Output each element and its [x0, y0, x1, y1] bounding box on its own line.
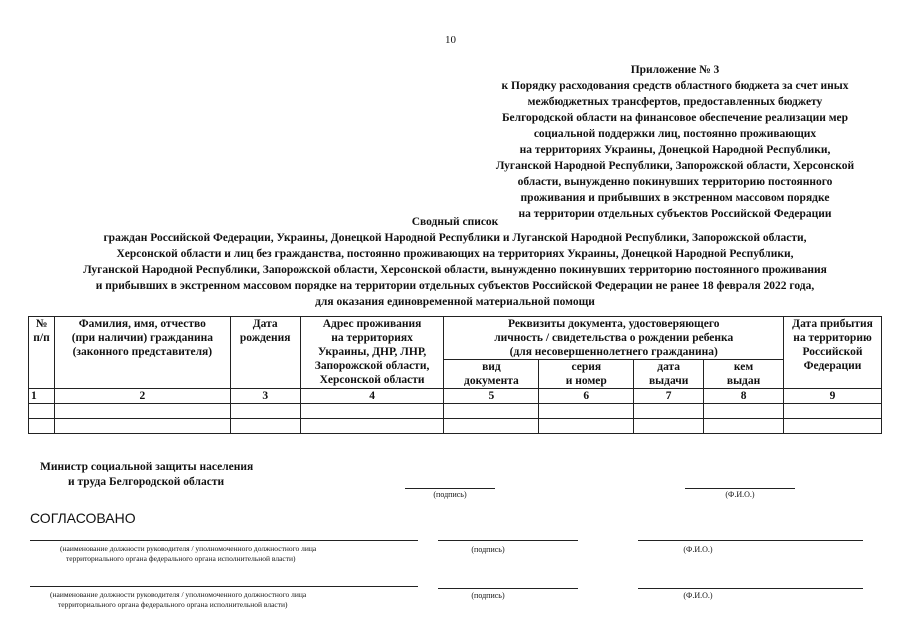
table-cell — [634, 404, 704, 419]
agreed-position-line — [30, 586, 418, 587]
list-title-line: Луганской Народной Республики, Запорожской области, Херсонской области, вынужденно покинувших территорию постоянного проживания — [83, 264, 827, 276]
header-arrival-date: Дата прибытия на территорию Российской Федерации — [784, 317, 882, 389]
list-title-line: и прибывших в экстренном массовом порядке на территории отдельных субъектов Российской Федерации не ранее 18 февраля 2022 года, — [95, 280, 815, 292]
header-num: № п/п — [29, 317, 55, 389]
col-number: 5 — [444, 389, 539, 404]
minister-line-1: Министр социальной защиты населения — [40, 461, 254, 473]
header-doc-type: вид документа — [444, 360, 539, 389]
agreed-position-line — [30, 540, 418, 541]
table-cell — [539, 404, 634, 419]
col-number: 3 — [230, 389, 300, 404]
list-title — [20, 214, 890, 310]
table-cell — [29, 419, 55, 434]
appendix-line: Луганской Народной Республики, Запорожской области, Херсонской — [495, 160, 855, 172]
table-cell — [444, 404, 539, 419]
table-cell — [29, 404, 55, 419]
table-cell — [784, 419, 882, 434]
agreed-position-caption — [60, 544, 316, 564]
col-number: 2 — [54, 389, 230, 404]
header-doc-issuer: кем выдан — [704, 360, 784, 389]
list-heading: Сводный список — [411, 216, 499, 228]
table-header-row — [29, 317, 882, 360]
appendix-line: области, вынужденно покинувших территорию постоянного — [517, 176, 833, 188]
table-row — [29, 419, 882, 434]
agreed-fio-caption: (Ф.И.О.) — [683, 545, 713, 554]
minister-signature-line — [405, 488, 495, 489]
col-number: 8 — [704, 389, 784, 404]
agreed-position-caption — [50, 590, 306, 610]
col-number: 1 — [29, 389, 55, 404]
list-title-line: для оказания единовременной материальной помощи — [315, 296, 595, 308]
header-name: Фамилия, имя, отчество (при наличии) гражданина (законного представителя) — [54, 317, 230, 389]
agreed-position-caption-line: территориального органа федерального органа исполнительной власти) — [66, 554, 296, 563]
table-cell — [444, 419, 539, 434]
header-birth: Дата рождения — [230, 317, 300, 389]
table-cell — [784, 404, 882, 419]
appendix-line: на территориях Украины, Донецкой Народной Республики, — [519, 144, 831, 156]
agreed-signature-caption: (подпись) — [471, 591, 505, 600]
table-cell — [539, 419, 634, 434]
minister-signature-caption: (подпись) — [433, 490, 467, 499]
page-number: 10 — [445, 34, 456, 46]
table-cell — [300, 404, 444, 419]
appendix-title: Приложение № 3 — [630, 64, 720, 76]
agreed-position-caption-line: территориального органа федерального органа исполнительной власти) — [58, 600, 288, 609]
agreed-position-caption-line: (наименование должности руководителя / уполномоченного должностного лица — [50, 590, 307, 599]
agreed-position-caption-line: (наименование должности руководителя / уполномоченного должностного лица — [60, 544, 317, 553]
minister-fio-caption: (Ф.И.О.) — [725, 490, 755, 499]
appendix-header — [465, 62, 885, 222]
col-number: 7 — [634, 389, 704, 404]
col-number: 9 — [784, 389, 882, 404]
table-cell — [54, 404, 230, 419]
table-cell — [300, 419, 444, 434]
agreed-signature-line — [438, 540, 578, 541]
table-cell — [704, 404, 784, 419]
appendix-line: на территории отдельных субъектов Российской Федерации — [518, 208, 832, 220]
header-address: Адрес проживания на территориях Украины, ДНР, ЛНР, Запорожской области, Херсонской области — [300, 317, 444, 389]
table-cell — [54, 419, 230, 434]
header-document-group: Реквизиты документа, удостоверяющего личность / свидетельства о рождении ребенка (для несовершеннолетнего гражданина) — [444, 317, 784, 360]
minister-fio-line — [685, 488, 795, 489]
col-number: 4 — [300, 389, 444, 404]
col-number: 6 — [539, 389, 634, 404]
appendix-line: к Порядку расходования средств областного бюджета за счет иных — [501, 80, 849, 92]
agreed-fio-line — [638, 588, 863, 589]
appendix-line: проживания и прибывших в экстренном массовом порядке — [520, 192, 830, 204]
table-cell — [230, 404, 300, 419]
header-doc-series: серия и номер — [539, 360, 634, 389]
appendix-line: Белгородской области на финансовое обеспечение реализации мер — [501, 112, 849, 124]
appendix-line: социальной поддержки лиц, постоянно проживающих — [533, 128, 817, 140]
agreed-signature-line — [438, 588, 578, 589]
agreed-label: СОГЛАСОВАНО — [30, 510, 136, 526]
table-row — [29, 404, 882, 419]
agreed-fio-caption: (Ф.И.О.) — [683, 591, 713, 600]
column-number-row — [29, 389, 882, 404]
minister-title — [40, 460, 253, 490]
list-title-line: Херсонской области и лиц без гражданства, постоянно проживающих на территориях Украины, Донецкой Народной Республики, — [116, 248, 794, 260]
agreed-signature-caption: (подпись) — [471, 545, 505, 554]
table-cell — [230, 419, 300, 434]
minister-line-2: и труда Белгородской области — [68, 476, 225, 488]
appendix-line: межбюджетных трансфертов, предоставленных бюджету — [527, 96, 823, 108]
table-cell — [634, 419, 704, 434]
table-cell — [704, 419, 784, 434]
list-title-line: граждан Российской Федерации, Украины, Донецкой Народной Республики и Луганской Народной Республики, Запорожской области, — [103, 232, 807, 244]
header-doc-date: дата выдачи — [634, 360, 704, 389]
agreed-fio-line — [638, 540, 863, 541]
recipients-table — [28, 316, 882, 434]
